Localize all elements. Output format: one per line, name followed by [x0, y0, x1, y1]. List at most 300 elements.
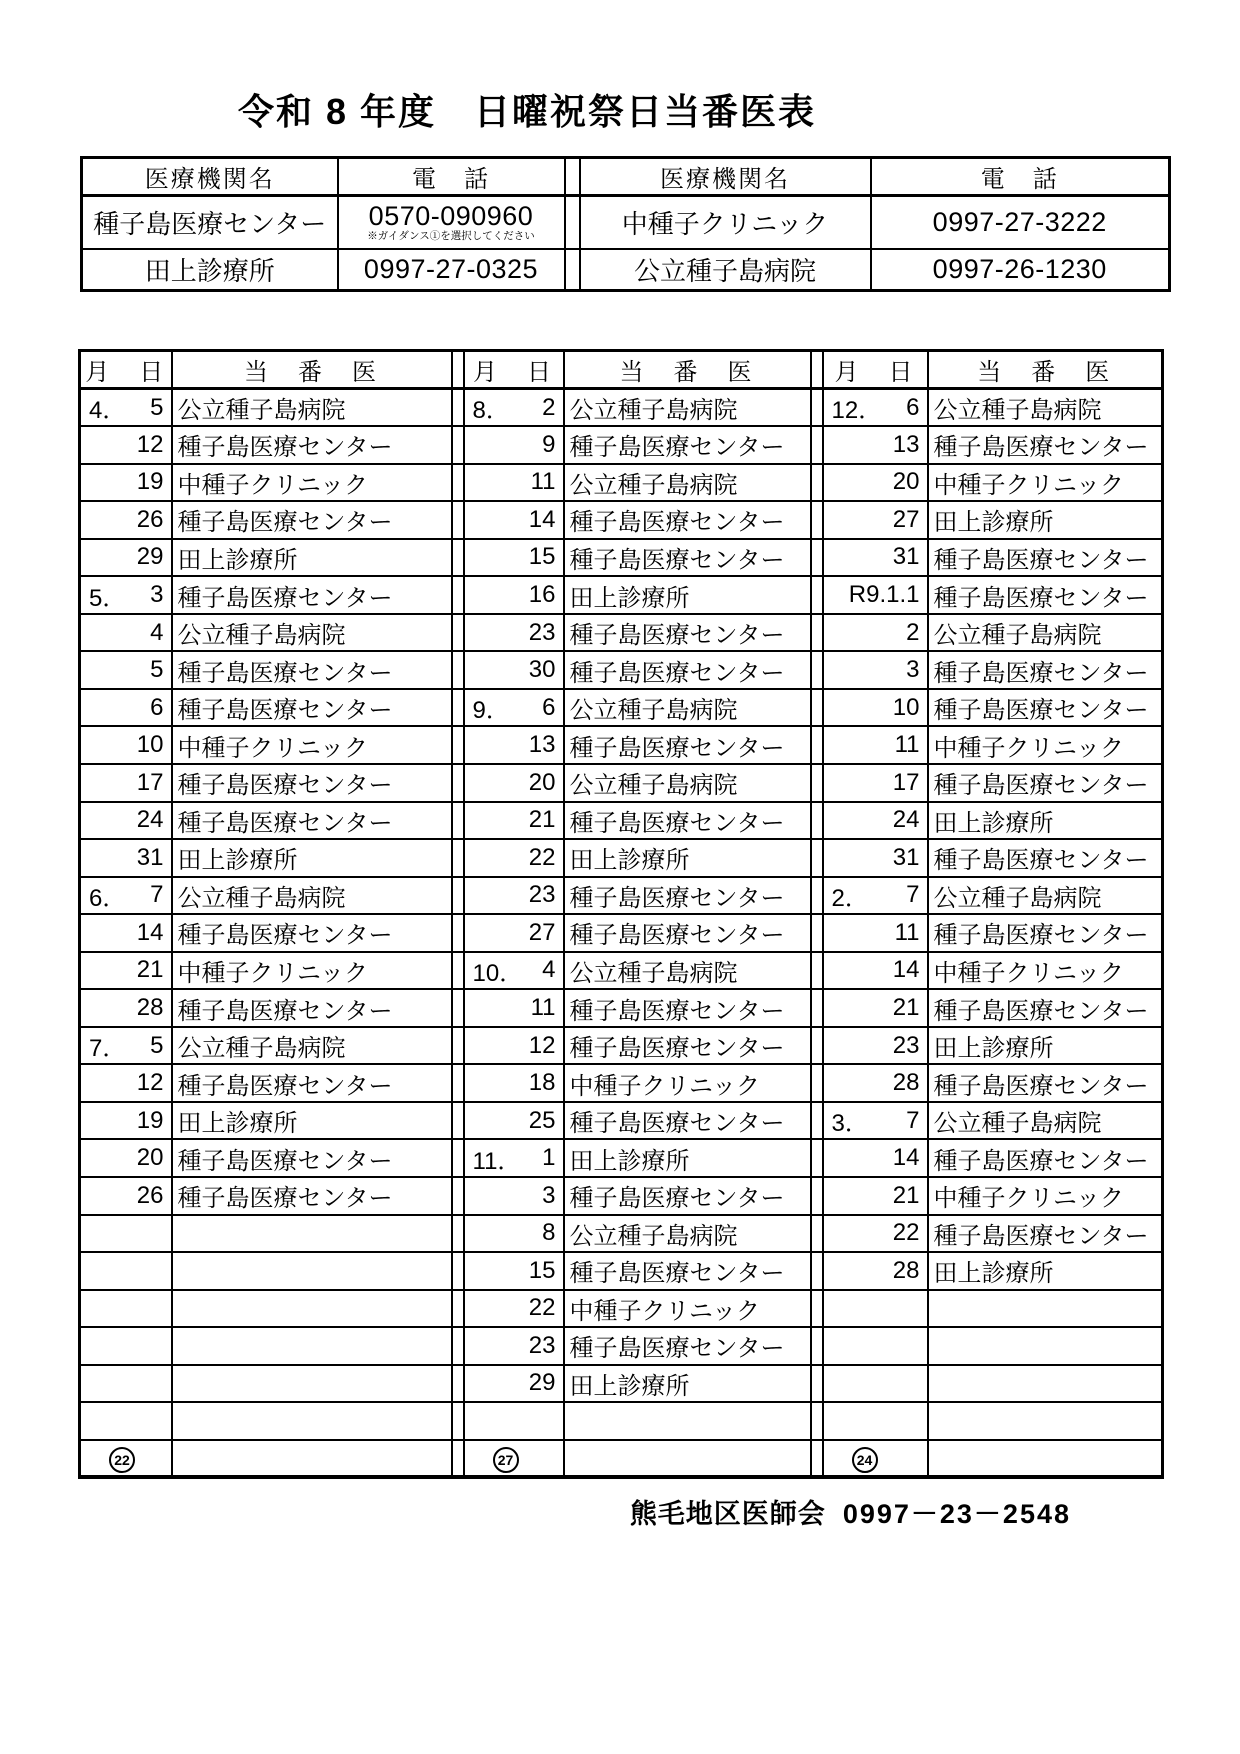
- doctor-cell: 種子島医療センター: [172, 651, 452, 689]
- doctor-cell: 田上診療所: [928, 1252, 1163, 1290]
- doctor-cell: 公立種子島病院: [928, 614, 1163, 652]
- association-phone: 0997－23－2548: [842, 1499, 1071, 1530]
- date-cell: [80, 426, 172, 464]
- separator-cell: [452, 802, 464, 840]
- date-cell: [80, 1064, 172, 1102]
- month-label: 4．: [89, 397, 127, 425]
- date-cell: [823, 952, 928, 990]
- separator-cell: [811, 389, 823, 427]
- date-cell: [80, 1102, 172, 1140]
- doctor-cell: 種子島医療センター: [172, 1139, 452, 1177]
- date-wrap: [824, 915, 927, 951]
- header-duty-doctor: 当 番 医: [172, 351, 452, 389]
- doctor-cell: [172, 1327, 452, 1365]
- doctor-cell: 田上診療所: [172, 539, 452, 577]
- date-wrap: [81, 1328, 171, 1364]
- separator-cell: [452, 726, 464, 764]
- separator-cell: [811, 351, 823, 389]
- date-wrap: [81, 1065, 171, 1101]
- date-wrap: [824, 840, 927, 876]
- doctor-cell: 中種子クリニック: [928, 464, 1163, 502]
- phone-number: 0570-090960: [368, 201, 534, 232]
- doctor-cell: [172, 1440, 452, 1478]
- date-cell: [80, 689, 172, 727]
- day-label: 26: [136, 505, 164, 533]
- day-label: 2: [542, 393, 556, 421]
- date-cell: [823, 1365, 928, 1403]
- date-wrap: [824, 1028, 927, 1064]
- date-cell: [464, 389, 564, 427]
- doctor-cell: 公立種子島病院: [564, 389, 811, 427]
- separator-cell: [452, 464, 464, 502]
- date-wrap: [824, 1403, 927, 1439]
- separator-cell: [811, 614, 823, 652]
- date-cell: [80, 1139, 172, 1177]
- doctor-cell: 種子島医療センター: [928, 651, 1163, 689]
- date-wrap: [81, 427, 171, 463]
- day-label: 12: [136, 1069, 164, 1097]
- separator-cell: [452, 614, 464, 652]
- date-cell: [823, 1215, 928, 1253]
- schedule-row: [80, 539, 1163, 577]
- institution-name: 中種子クリニック: [580, 196, 871, 249]
- date-cell: [80, 614, 172, 652]
- day-label: 10: [136, 731, 164, 759]
- separator-cell: [452, 1064, 464, 1102]
- doctor-cell: 公立種子島病院: [172, 877, 452, 915]
- day-label: 31: [892, 843, 920, 871]
- month-label: 12．: [831, 397, 883, 425]
- day-label: 14: [136, 918, 164, 946]
- date-wrap: [465, 990, 563, 1026]
- institution-phone: 0997-27-3222: [871, 196, 1170, 249]
- header-duty-doctor: 当 番 医: [928, 351, 1163, 389]
- day-label: 6: [906, 393, 920, 421]
- date-wrap: [465, 540, 563, 576]
- separator-cell: [565, 158, 580, 196]
- doctor-cell: 種子島医療センター: [564, 989, 811, 1027]
- date-wrap: [465, 840, 563, 876]
- separator-cell: [811, 464, 823, 502]
- separator-cell: [452, 1290, 464, 1328]
- date-cell: [80, 651, 172, 689]
- separator-cell: [452, 1252, 464, 1290]
- date-cell: [80, 1402, 172, 1440]
- doctor-cell: 公立種子島病院: [172, 614, 452, 652]
- schedule-row: [80, 764, 1163, 802]
- date-cell: [464, 1139, 564, 1177]
- date-wrap: [81, 1366, 171, 1402]
- date-cell: [464, 1402, 564, 1440]
- day-label: 14: [528, 505, 556, 533]
- phone-with-note: [339, 202, 564, 242]
- month-label: 6．: [89, 884, 127, 912]
- day-label: 14: [892, 956, 920, 984]
- date-cell: [80, 1365, 172, 1403]
- day-label: 4: [150, 618, 164, 646]
- date-cell: [464, 689, 564, 727]
- day-label: 29: [528, 1369, 556, 1397]
- doctor-cell: 中種子クリニック: [928, 726, 1163, 764]
- date-cell: [464, 426, 564, 464]
- date-wrap: [465, 390, 563, 425]
- doctor-cell: 中種子クリニック: [172, 952, 452, 990]
- day-label: 8: [542, 1219, 556, 1247]
- doctor-cell: 公立種子島病院: [172, 389, 452, 427]
- day-label: 21: [892, 1181, 920, 1209]
- doctor-cell: 種子島医療センター: [564, 1102, 811, 1140]
- schedule-row: [80, 952, 1163, 990]
- date-wrap: [81, 1103, 171, 1139]
- doctor-cell: 田上診療所: [564, 839, 811, 877]
- schedule-row: [80, 689, 1163, 727]
- doctor-cell: 公立種子島病院: [928, 1102, 1163, 1140]
- day-label: R9.1.1: [848, 581, 920, 608]
- date-wrap: [465, 727, 563, 763]
- separator-cell: [811, 426, 823, 464]
- doctor-cell: 種子島医療センター: [928, 989, 1163, 1027]
- doctor-cell: 田上診療所: [928, 501, 1163, 539]
- date-cell: [464, 1064, 564, 1102]
- separator-cell: [452, 1402, 464, 1440]
- date-cell: [80, 1327, 172, 1365]
- day-label: 20: [528, 768, 556, 796]
- doctor-cell: 種子島医療センター: [928, 764, 1163, 802]
- date-cell: [80, 839, 172, 877]
- date-wrap: [81, 1178, 171, 1214]
- separator-cell: [565, 249, 580, 291]
- date-wrap: [465, 765, 563, 801]
- date-cell: [823, 539, 928, 577]
- day-label: 26: [136, 1181, 164, 1209]
- date-wrap: [465, 502, 563, 538]
- day-label: 21: [136, 956, 164, 984]
- date-wrap: [824, 1178, 927, 1214]
- date-wrap: [824, 690, 927, 726]
- date-wrap: [81, 878, 171, 914]
- phone-header-institution-left: 医療機関名: [82, 158, 338, 196]
- day-label: 22: [528, 843, 556, 871]
- day-label: 21: [528, 806, 556, 834]
- date-cell: [823, 689, 928, 727]
- day-label: 30: [528, 656, 556, 684]
- date-cell: [80, 1290, 172, 1328]
- date-cell: [464, 576, 564, 614]
- date-wrap: [465, 652, 563, 688]
- date-cell: [464, 914, 564, 952]
- date-wrap: [465, 1291, 563, 1327]
- date-wrap: [824, 765, 927, 801]
- separator-cell: [811, 1027, 823, 1065]
- date-cell: [464, 989, 564, 1027]
- doctor-cell: 種子島医療センター: [172, 1177, 452, 1215]
- date-wrap: [824, 615, 927, 651]
- day-label: 17: [136, 768, 164, 796]
- date-wrap: [465, 1178, 563, 1214]
- date-wrap: [465, 1103, 563, 1139]
- month-label: 3．: [831, 1110, 869, 1138]
- separator-cell: [811, 1290, 823, 1328]
- date-wrap: [465, 1366, 563, 1402]
- association-name: 熊毛地区医師会: [629, 1499, 826, 1530]
- date-wrap: [465, 953, 563, 989]
- separator-cell: [452, 952, 464, 990]
- doctor-cell: 公立種子島病院: [928, 389, 1163, 427]
- day-label: 28: [892, 1256, 920, 1284]
- date-cell: [464, 802, 564, 840]
- date-wrap: [465, 878, 563, 914]
- doctor-cell: 種子島医療センター: [928, 539, 1163, 577]
- date-wrap: [81, 953, 171, 989]
- day-label: 17: [892, 768, 920, 796]
- date-wrap: [81, 727, 171, 763]
- schedule-row: [80, 1290, 1163, 1328]
- doctor-cell: 田上診療所: [928, 802, 1163, 840]
- date-cell: [823, 651, 928, 689]
- separator-cell: [452, 1440, 464, 1478]
- phone-guidance-note: ※ガイダンス①を選択してください: [367, 230, 535, 243]
- schedule-row: [80, 576, 1163, 614]
- date-wrap: [824, 577, 927, 613]
- doctor-cell: [564, 1440, 811, 1478]
- doctor-cell: [564, 1402, 811, 1440]
- phone-table: [80, 156, 1171, 292]
- day-label: 24: [136, 806, 164, 834]
- date-wrap: [465, 915, 563, 951]
- day-label: 7: [906, 1106, 920, 1134]
- doctor-cell: 種子島医療センター: [928, 576, 1163, 614]
- separator-cell: [452, 1215, 464, 1253]
- schedule-row: [80, 726, 1163, 764]
- date-wrap: [465, 690, 563, 726]
- month-label: 2．: [831, 884, 869, 912]
- date-cell: [464, 539, 564, 577]
- date-wrap: [465, 465, 563, 501]
- schedule-row: [80, 1102, 1163, 1140]
- day-label: 1: [542, 1144, 556, 1172]
- date-cell: [823, 1327, 928, 1365]
- day-label: 4: [542, 956, 556, 984]
- date-wrap: [824, 878, 927, 914]
- date-cell: [80, 539, 172, 577]
- doctor-cell: 公立種子島病院: [564, 464, 811, 502]
- date-wrap: [465, 1028, 563, 1064]
- day-label: 13: [528, 731, 556, 759]
- doctor-cell: 種子島医療センター: [564, 802, 811, 840]
- schedule-row: [80, 839, 1163, 877]
- schedule-row: [80, 1027, 1163, 1065]
- date-wrap: [81, 803, 171, 839]
- day-label: 11: [530, 994, 556, 1022]
- totals-date-cell: [464, 1440, 564, 1478]
- date-wrap: [465, 1216, 563, 1252]
- date-cell: [464, 1327, 564, 1365]
- header-month-day: 月 日: [823, 351, 928, 389]
- day-label: 31: [136, 843, 164, 871]
- date-wrap: [824, 990, 927, 1026]
- date-wrap: [824, 390, 927, 425]
- separator-cell: [452, 839, 464, 877]
- date-cell: [80, 389, 172, 427]
- separator-cell: [811, 501, 823, 539]
- date-cell: [80, 1177, 172, 1215]
- date-wrap: [81, 690, 171, 726]
- doctor-cell: 種子島医療センター: [564, 539, 811, 577]
- doctor-cell: 種子島医療センター: [172, 802, 452, 840]
- separator-cell: [811, 914, 823, 952]
- date-wrap: [465, 1403, 563, 1439]
- doctor-cell: 種子島医療センター: [928, 1215, 1163, 1253]
- doctor-cell: [172, 1402, 452, 1440]
- day-label: 6: [542, 693, 556, 721]
- date-cell: [80, 914, 172, 952]
- doctor-cell: [928, 1402, 1163, 1440]
- date-cell: [823, 764, 928, 802]
- date-wrap: [824, 540, 927, 576]
- date-wrap: [824, 1366, 927, 1402]
- day-label: 21: [892, 994, 920, 1022]
- doctor-cell: 田上診療所: [928, 1027, 1163, 1065]
- separator-cell: [452, 1027, 464, 1065]
- month-label: 11．: [472, 1147, 522, 1175]
- schedule-row: [80, 802, 1163, 840]
- day-label: 28: [136, 994, 164, 1022]
- schedule-row: [80, 1402, 1163, 1440]
- day-label: 7: [906, 881, 920, 909]
- doctor-cell: 種子島医療センター: [564, 651, 811, 689]
- date-cell: [823, 989, 928, 1027]
- day-label: 5: [150, 1031, 164, 1059]
- separator-cell: [811, 1252, 823, 1290]
- separator-cell: [452, 1177, 464, 1215]
- separator-cell: [811, 1402, 823, 1440]
- date-cell: [464, 651, 564, 689]
- page-title: 令和 8 年度 日曜祝祭日当番医表: [238, 91, 817, 132]
- date-wrap: [824, 1328, 927, 1364]
- separator-cell: [811, 539, 823, 577]
- date-wrap: [824, 1291, 927, 1327]
- schedule-row: [80, 1365, 1163, 1403]
- date-wrap: [824, 727, 927, 763]
- date-cell: [464, 614, 564, 652]
- doctor-cell: 種子島医療センター: [172, 689, 452, 727]
- separator-cell: [811, 1215, 823, 1253]
- day-label: 3: [542, 1181, 556, 1209]
- date-cell: [823, 877, 928, 915]
- date-wrap: [824, 1253, 927, 1289]
- date-cell: [823, 1177, 928, 1215]
- doctor-cell: 中種子クリニック: [564, 1290, 811, 1328]
- doctor-cell: 種子島医療センター: [564, 1252, 811, 1290]
- date-cell: [80, 1027, 172, 1065]
- institution-phone: [338, 196, 565, 249]
- doctor-cell: 田上診療所: [564, 576, 811, 614]
- day-label: 7: [150, 881, 164, 909]
- date-wrap: [81, 577, 171, 613]
- day-label: 25: [528, 1106, 556, 1134]
- date-cell: [80, 952, 172, 990]
- separator-cell: [452, 1365, 464, 1403]
- schedule-row: [80, 989, 1163, 1027]
- separator-cell: [452, 651, 464, 689]
- date-cell: [464, 726, 564, 764]
- date-cell: [464, 1215, 564, 1253]
- day-label: 10: [892, 693, 920, 721]
- phone-table-row: [82, 249, 1170, 291]
- date-cell: [464, 464, 564, 502]
- schedule-body: [80, 389, 1163, 1478]
- month-label: 7．: [89, 1035, 127, 1063]
- day-label: 24: [892, 806, 920, 834]
- separator-cell: [811, 1177, 823, 1215]
- doctor-cell: 田上診療所: [172, 1102, 452, 1140]
- day-label: 23: [528, 618, 556, 646]
- schedule-row: [80, 1252, 1163, 1290]
- date-wrap: [81, 1253, 171, 1289]
- day-label: 23: [892, 1031, 920, 1059]
- institution-phone: 0997-26-1230: [871, 249, 1170, 291]
- separator-cell: [811, 1365, 823, 1403]
- doctor-cell: 公立種子島病院: [564, 689, 811, 727]
- doctor-cell: 種子島医療センター: [564, 877, 811, 915]
- schedule-header-row: [80, 351, 1163, 389]
- date-cell: [80, 877, 172, 915]
- doctor-cell: 種子島医療センター: [172, 576, 452, 614]
- date-cell: [823, 1102, 928, 1140]
- schedule-row: [80, 501, 1163, 539]
- separator-cell: [452, 689, 464, 727]
- doctor-cell: 種子島医療センター: [564, 614, 811, 652]
- date-cell: [464, 1177, 564, 1215]
- date-wrap: [465, 1140, 563, 1176]
- day-label: 20: [136, 1144, 164, 1172]
- date-wrap: [824, 1065, 927, 1101]
- phone-table-row: [82, 196, 1170, 249]
- doctor-cell: 公立種子島病院: [564, 764, 811, 802]
- date-wrap: [81, 1403, 171, 1439]
- date-cell: [823, 614, 928, 652]
- date-cell: [823, 839, 928, 877]
- day-label: 27: [892, 505, 920, 533]
- schedule-table: [78, 349, 1164, 1479]
- day-label: 2: [906, 618, 920, 646]
- doctor-cell: 種子島医療センター: [928, 1064, 1163, 1102]
- date-wrap: [465, 427, 563, 463]
- date-cell: [464, 877, 564, 915]
- doctor-cell: 種子島医療センター: [172, 989, 452, 1027]
- date-cell: [823, 464, 928, 502]
- separator-cell: [811, 839, 823, 877]
- schedule-row: [80, 914, 1163, 952]
- day-label: 3: [906, 656, 920, 684]
- separator-cell: [811, 1102, 823, 1140]
- date-cell: [823, 1027, 928, 1065]
- doctor-cell: 中種子クリニック: [172, 464, 452, 502]
- day-label: 31: [892, 543, 920, 571]
- date-wrap: [824, 502, 927, 538]
- separator-cell: [811, 576, 823, 614]
- separator-cell: [452, 877, 464, 915]
- date-wrap: [465, 803, 563, 839]
- day-label: 23: [528, 881, 556, 909]
- separator-cell: [811, 989, 823, 1027]
- doctor-cell: 種子島医療センター: [928, 839, 1163, 877]
- date-wrap: [824, 953, 927, 989]
- day-label: 27: [528, 918, 556, 946]
- date-cell: [80, 501, 172, 539]
- date-cell: [823, 1139, 928, 1177]
- doctor-cell: [172, 1215, 452, 1253]
